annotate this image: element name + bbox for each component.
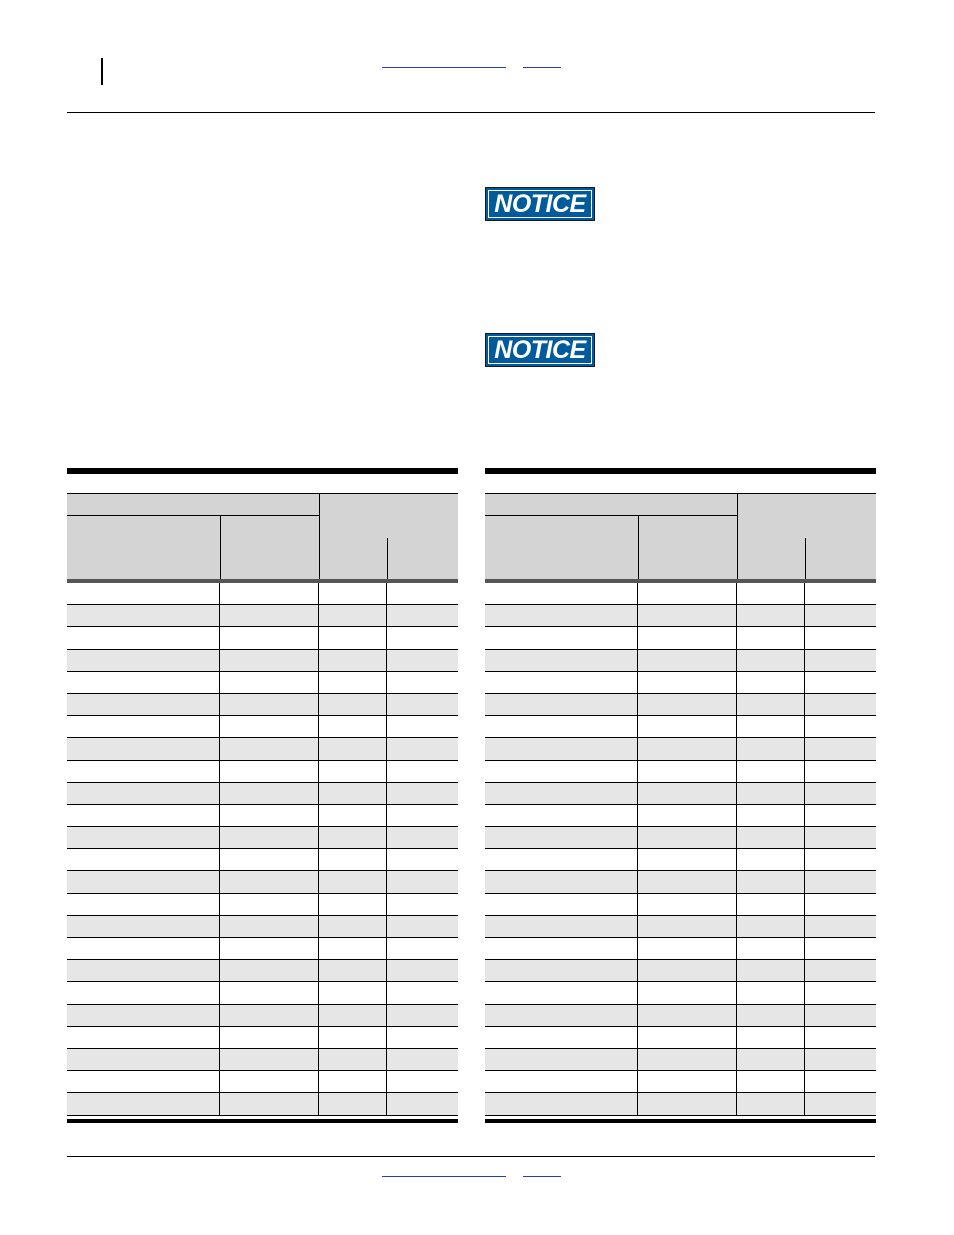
table-row <box>67 761 458 783</box>
table-row <box>67 894 458 916</box>
table-cell <box>737 738 805 759</box>
table-cell <box>319 960 387 981</box>
table-cell <box>737 871 805 892</box>
table-cell <box>67 1027 220 1048</box>
table-cell <box>737 627 805 648</box>
table-row <box>485 650 876 672</box>
table-cell <box>485 716 638 737</box>
table-row <box>485 783 876 805</box>
table-row <box>485 871 876 893</box>
change-bar <box>101 58 103 85</box>
table-cell <box>319 1027 387 1048</box>
table-cell <box>319 1005 387 1026</box>
table-cell <box>220 783 319 804</box>
table-cell <box>319 871 387 892</box>
table-cell <box>67 805 220 826</box>
table-row <box>485 1049 876 1071</box>
table-cell <box>737 805 805 826</box>
table-cell <box>737 650 805 671</box>
table-row <box>485 894 876 916</box>
table-row <box>67 1005 458 1027</box>
table-row <box>67 1093 458 1115</box>
table-cell <box>220 650 319 671</box>
table-cell <box>638 605 737 626</box>
table-cell <box>319 916 387 937</box>
table-header-group-right <box>319 493 458 581</box>
table-cell <box>67 650 220 671</box>
table-cell <box>485 1093 638 1114</box>
table-cell <box>805 716 876 737</box>
table-cell <box>485 1071 638 1092</box>
table-cell <box>67 1049 220 1070</box>
table-row <box>485 916 876 938</box>
table-cell <box>638 871 737 892</box>
table-cell <box>67 1093 220 1114</box>
table-cell <box>805 894 876 915</box>
table-row <box>67 716 458 738</box>
table-row <box>67 583 458 605</box>
table-cell <box>638 938 737 959</box>
table-cell <box>67 694 220 715</box>
table-cell <box>638 761 737 782</box>
table-cell <box>485 805 638 826</box>
table-row <box>67 650 458 672</box>
table-cell <box>485 938 638 959</box>
table-row <box>67 694 458 716</box>
table-row <box>67 849 458 871</box>
table-cell <box>319 583 387 604</box>
table-cell <box>805 694 876 715</box>
table-cell <box>387 1027 458 1048</box>
table-cell <box>220 871 319 892</box>
table-cell <box>737 761 805 782</box>
table-cell <box>387 650 458 671</box>
table-cell <box>220 916 319 937</box>
table-row <box>67 783 458 805</box>
table-cell <box>387 1071 458 1092</box>
table-row <box>485 960 876 982</box>
table-cell <box>485 583 638 604</box>
table-cell <box>319 1049 387 1070</box>
table-cell <box>485 982 638 1003</box>
table-cell <box>67 894 220 915</box>
table-cell <box>387 761 458 782</box>
header-divider <box>638 515 639 581</box>
table-cell <box>220 672 319 693</box>
table-cell <box>638 827 737 848</box>
table-cell <box>485 1049 638 1070</box>
table-cell <box>805 805 876 826</box>
table-row <box>485 583 876 605</box>
table-cell <box>737 1071 805 1092</box>
table-row <box>67 805 458 827</box>
table-cell <box>485 783 638 804</box>
table-cell <box>737 1027 805 1048</box>
table-cell <box>638 672 737 693</box>
table-header-group-right <box>737 493 876 581</box>
table-cell <box>387 783 458 804</box>
header-rule <box>67 112 875 113</box>
table-cell <box>220 960 319 981</box>
table-cell <box>638 1027 737 1048</box>
table-cell <box>805 583 876 604</box>
table-row <box>485 1093 876 1115</box>
table-header-group <box>67 493 319 515</box>
table-cell <box>67 849 220 870</box>
table-cell <box>737 894 805 915</box>
table-row <box>67 916 458 938</box>
table-row <box>67 982 458 1004</box>
header-page-link-underline[interactable] <box>523 67 561 68</box>
table-cell <box>220 605 319 626</box>
table-cell <box>638 1071 737 1092</box>
table-cell <box>638 982 737 1003</box>
table-cell <box>220 894 319 915</box>
table-body <box>67 583 458 1116</box>
table-cell <box>387 738 458 759</box>
table-cell <box>805 1005 876 1026</box>
table-row <box>67 871 458 893</box>
table-cell <box>805 650 876 671</box>
table-row <box>485 672 876 694</box>
table-cell <box>319 805 387 826</box>
notice-badge <box>485 333 595 367</box>
table-cell <box>638 583 737 604</box>
table-cell <box>220 1071 319 1092</box>
table-cell <box>485 627 638 648</box>
table-bottom-rule <box>67 1119 458 1123</box>
table-cell <box>805 672 876 693</box>
table-cell <box>319 716 387 737</box>
table-cell <box>737 916 805 937</box>
table-cell <box>220 805 319 826</box>
table-header-row <box>485 515 737 581</box>
table-cell <box>638 627 737 648</box>
table-cell <box>67 738 220 759</box>
table-row <box>485 982 876 1004</box>
footer-link-underline[interactable] <box>382 1176 506 1177</box>
table-cell <box>220 982 319 1003</box>
table-cell <box>220 938 319 959</box>
table-cell <box>485 738 638 759</box>
table-header-group <box>485 493 737 515</box>
header-divider <box>387 538 388 581</box>
table-cell <box>67 783 220 804</box>
table-row <box>485 849 876 871</box>
table-cell <box>220 694 319 715</box>
table-top-rule <box>67 468 458 474</box>
table-cell <box>387 827 458 848</box>
footer-page-link-underline[interactable] <box>523 1176 561 1177</box>
table-cell <box>319 672 387 693</box>
table-cell <box>387 694 458 715</box>
table-cell <box>737 1093 805 1114</box>
table-cell <box>387 849 458 870</box>
table-cell <box>387 716 458 737</box>
table-cell <box>805 960 876 981</box>
table-cell <box>220 1093 319 1114</box>
table-cell <box>805 761 876 782</box>
table-cell <box>805 1027 876 1048</box>
table-cell <box>737 1049 805 1070</box>
table-row <box>67 672 458 694</box>
table-cell <box>387 982 458 1003</box>
table-row <box>485 694 876 716</box>
table-cell <box>485 849 638 870</box>
header-link-underline[interactable] <box>382 67 506 68</box>
table-cell <box>737 960 805 981</box>
table-cell <box>319 938 387 959</box>
notice-label: NOTICE <box>488 190 592 218</box>
table-cell <box>319 605 387 626</box>
table-cell <box>319 694 387 715</box>
table-cell <box>805 938 876 959</box>
table-cell <box>485 894 638 915</box>
table-cell <box>220 583 319 604</box>
table-cell <box>737 583 805 604</box>
table-cell <box>638 783 737 804</box>
table-cell <box>220 1027 319 1048</box>
table-cell <box>805 1071 876 1092</box>
table-cell <box>67 761 220 782</box>
table-cell <box>638 716 737 737</box>
table-cell <box>805 871 876 892</box>
table-cell <box>805 827 876 848</box>
table-cell <box>319 1071 387 1092</box>
table-cell <box>319 783 387 804</box>
table-cell <box>805 1093 876 1114</box>
table-cell <box>485 960 638 981</box>
table-cell <box>737 982 805 1003</box>
table-cell <box>67 1005 220 1026</box>
table-cell <box>737 783 805 804</box>
table-row <box>485 1071 876 1093</box>
table-row <box>67 960 458 982</box>
table-cell <box>737 672 805 693</box>
table-bottom-rule <box>485 1119 876 1123</box>
table-cell <box>638 1049 737 1070</box>
table-cell <box>638 650 737 671</box>
notice-badge <box>485 187 595 221</box>
table-cell <box>638 916 737 937</box>
table-cell <box>319 627 387 648</box>
table-row <box>67 938 458 960</box>
table-cell <box>220 1005 319 1026</box>
table-row <box>67 738 458 760</box>
table-row <box>485 1027 876 1049</box>
table-cell <box>319 650 387 671</box>
table-cell <box>485 871 638 892</box>
table-cell <box>485 761 638 782</box>
table-cell <box>67 605 220 626</box>
table-cell <box>805 605 876 626</box>
table-row <box>485 805 876 827</box>
table-cell <box>67 916 220 937</box>
table-cell <box>387 894 458 915</box>
table-cell <box>737 716 805 737</box>
table-cell <box>737 938 805 959</box>
table-cell <box>805 849 876 870</box>
table-cell <box>485 916 638 937</box>
data-table-right <box>485 468 876 1123</box>
table-cell <box>319 827 387 848</box>
table-cell <box>805 982 876 1003</box>
table-body <box>485 583 876 1116</box>
table-cell <box>220 627 319 648</box>
table-cell <box>387 1005 458 1026</box>
notice-label: NOTICE <box>488 336 592 364</box>
header-divider <box>805 538 806 581</box>
table-cell <box>387 960 458 981</box>
table-cell <box>67 871 220 892</box>
table-cell <box>737 1005 805 1026</box>
table-row <box>67 827 458 849</box>
table-cell <box>485 694 638 715</box>
table-cell <box>220 1049 319 1070</box>
table-cell <box>485 650 638 671</box>
table-cell <box>67 960 220 981</box>
table-row <box>485 716 876 738</box>
table-cell <box>485 1027 638 1048</box>
table-cell <box>387 672 458 693</box>
table-cell <box>485 672 638 693</box>
table-cell <box>485 1005 638 1026</box>
table-cell <box>737 827 805 848</box>
table-cell <box>805 1049 876 1070</box>
table-cell <box>737 849 805 870</box>
table-cell <box>319 738 387 759</box>
table-cell <box>737 605 805 626</box>
table-row <box>485 738 876 760</box>
table-cell <box>485 605 638 626</box>
table-cell <box>638 849 737 870</box>
table-cell <box>638 1093 737 1114</box>
table-cell <box>319 982 387 1003</box>
table-row <box>67 1049 458 1071</box>
table-row <box>67 1071 458 1093</box>
table-cell <box>220 827 319 848</box>
table-cell <box>67 938 220 959</box>
table-row <box>485 827 876 849</box>
table-cell <box>387 627 458 648</box>
table-cell <box>638 1005 737 1026</box>
table-cell <box>387 583 458 604</box>
table-cell <box>67 1071 220 1092</box>
table-cell <box>319 849 387 870</box>
table-cell <box>638 805 737 826</box>
table-cell <box>638 960 737 981</box>
table-cell <box>387 871 458 892</box>
table-cell <box>387 805 458 826</box>
table-cell <box>67 672 220 693</box>
header-divider <box>220 515 221 581</box>
table-header-row <box>67 515 319 581</box>
table-top-rule <box>485 468 876 474</box>
table-cell <box>638 694 737 715</box>
table-row <box>485 938 876 960</box>
table-cell <box>220 716 319 737</box>
table-cell <box>319 894 387 915</box>
table-cell <box>805 738 876 759</box>
table-cell <box>805 627 876 648</box>
table-cell <box>638 738 737 759</box>
table-row <box>67 605 458 627</box>
table-cell <box>387 1093 458 1114</box>
table-cell <box>67 827 220 848</box>
table-cell <box>67 982 220 1003</box>
table-cell <box>805 783 876 804</box>
table-cell <box>319 1093 387 1114</box>
table-cell <box>387 916 458 937</box>
table-cell <box>220 849 319 870</box>
data-table-left <box>67 468 458 1123</box>
table-cell <box>220 738 319 759</box>
table-row <box>67 1027 458 1049</box>
footer-rule <box>67 1156 875 1157</box>
table-cell <box>805 916 876 937</box>
table-row <box>485 761 876 783</box>
table-row <box>485 605 876 627</box>
table-cell <box>638 894 737 915</box>
table-cell <box>387 938 458 959</box>
table-cell <box>220 761 319 782</box>
table-cell <box>67 627 220 648</box>
table-cell <box>737 694 805 715</box>
table-cell <box>387 605 458 626</box>
table-cell <box>67 716 220 737</box>
table-row <box>67 627 458 649</box>
table-row <box>485 1005 876 1027</box>
table-cell <box>319 761 387 782</box>
table-row <box>485 627 876 649</box>
table-cell <box>485 827 638 848</box>
table-cell <box>387 1049 458 1070</box>
table-cell <box>67 583 220 604</box>
